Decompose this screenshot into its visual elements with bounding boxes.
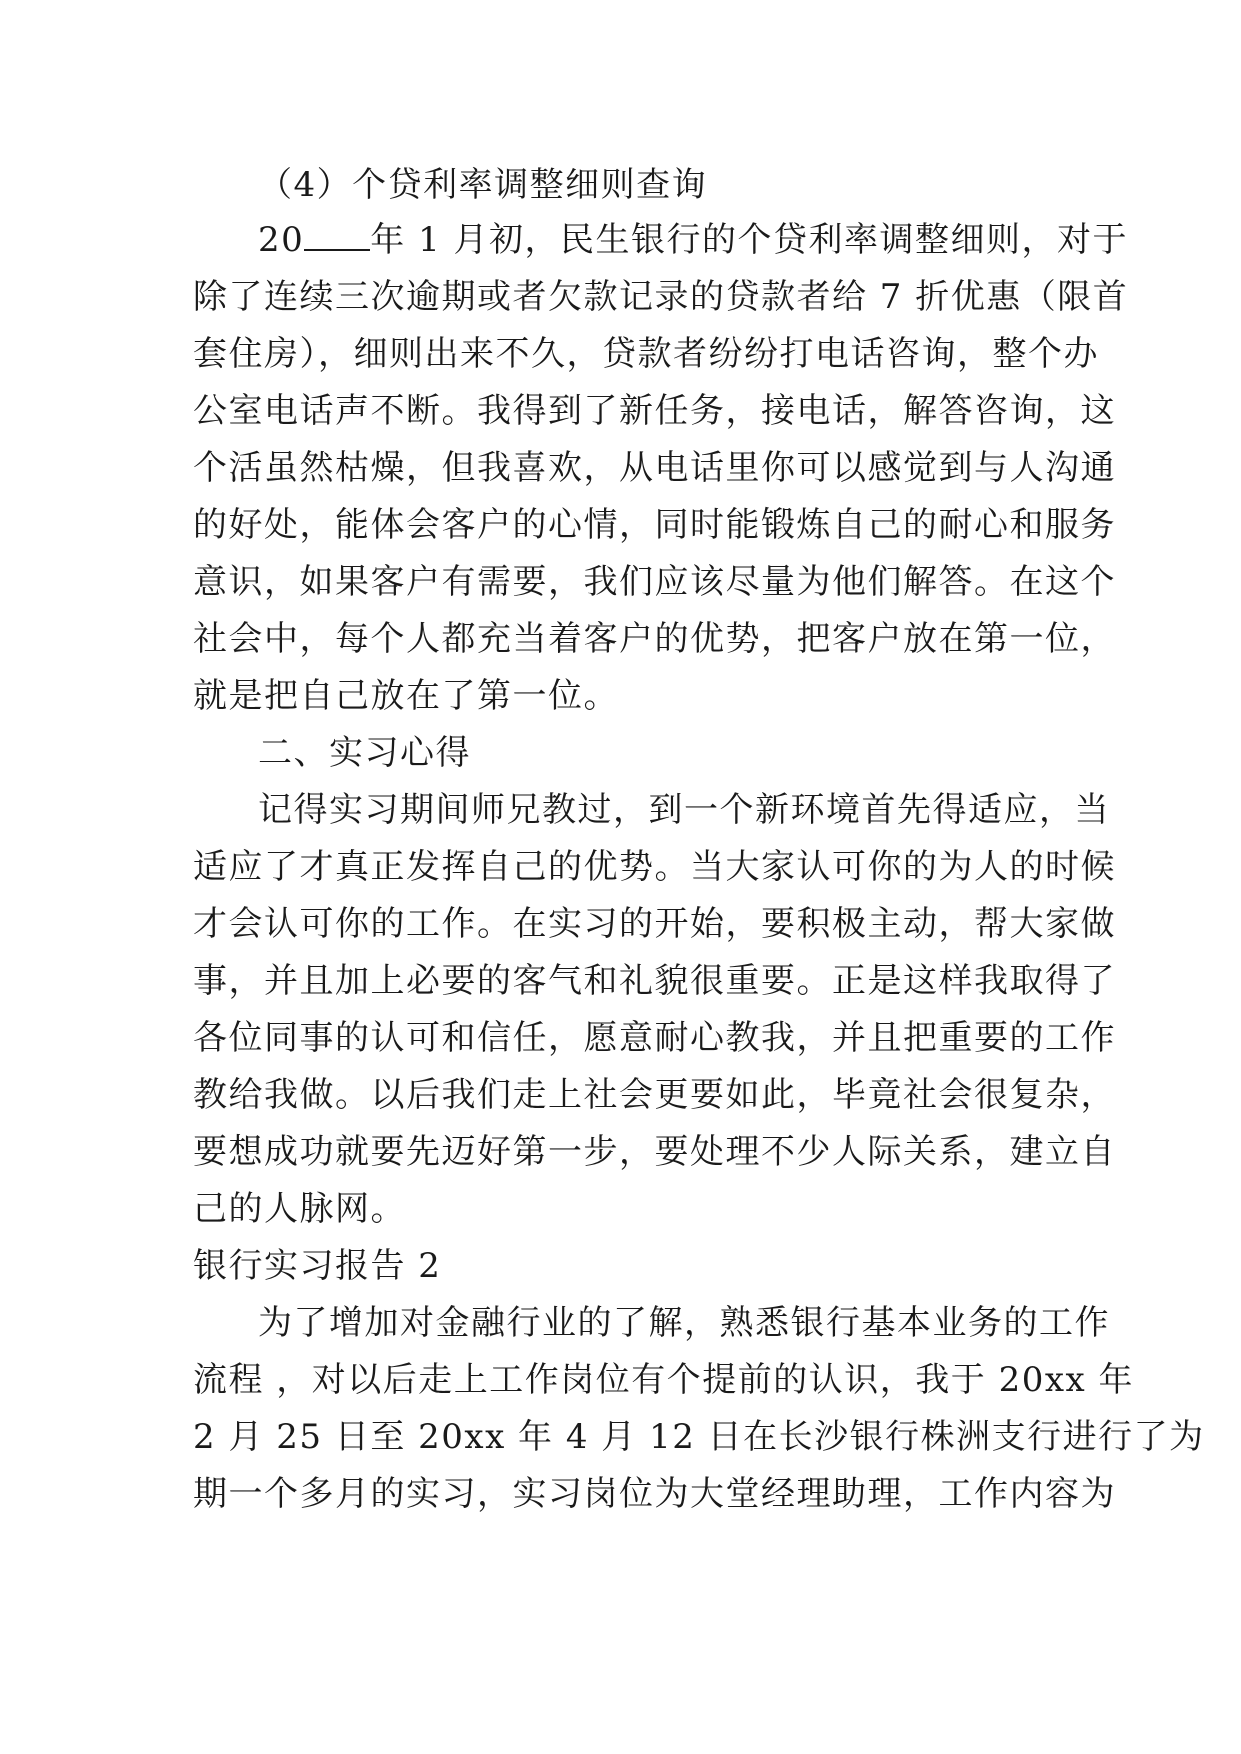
paragraph-line: 要想成功就要先迈好第一步，要处理不少人际关系，建立自: [193, 1132, 1116, 1172]
paragraph-line: 意识，如果客户有需要，我们应该尽量为他们解答。在这个: [193, 562, 1116, 602]
paragraph-line: 各位同事的认可和信任，愿意耐心教我，并且把重要的工作: [193, 1018, 1116, 1058]
paragraph-line: 为了增加对金融行业的了解，熟悉银行基本业务的工作: [258, 1303, 1110, 1343]
paragraph-line: 己的人脉网。: [193, 1189, 406, 1229]
paragraph-line: 才会认可你的工作。在实习的开始，要积极主动，帮大家做: [193, 904, 1116, 944]
paragraph-line: [258, 210, 1138, 270]
year-prefix: 20: [258, 220, 305, 260]
paragraph-line: 事，并且加上必要的客气和礼貌很重要。正是这样我取得了: [193, 961, 1116, 1001]
paragraph-line: 2 月 25 日至 20xx 年 4 月 12 日在长沙银行株洲支行进行了为: [193, 1417, 1205, 1457]
paragraph-line: 适应了才真正发挥自己的优势。当大家认可你的为人的时候: [193, 847, 1116, 887]
paragraph-line: 个活虽然枯燥，但我喜欢，从电话里你可以感觉到与人沟通: [193, 448, 1116, 488]
paragraph-line: 社会中，每个人都充当着客户的优势，把客户放在第一位，: [193, 619, 1116, 659]
paragraph-line: 套住房），细则出来不久，贷款者纷纷打电话咨询，整个办: [193, 334, 1099, 374]
paragraph-line: 教给我做。以后我们走上社会更要如此，毕竟社会很复杂，: [193, 1075, 1116, 1115]
year-blank: [304, 219, 370, 251]
paragraph-line: 记得实习期间师兄教过，到一个新环境首先得适应，当: [258, 790, 1110, 830]
paragraph-line: 就是把自己放在了第一位。: [193, 676, 619, 716]
paragraph-line: 除了连续三次逾期或者欠款记录的贷款者给 7 折优惠（限首: [193, 277, 1129, 317]
paragraph-line: 的好处，能体会客户的心情，同时能锻炼自己的耐心和服务: [193, 505, 1116, 545]
year-suffix: 年 1 月初，民生银行的个贷利率调整细则，对于: [370, 220, 1129, 260]
paragraph-line: 期一个多月的实习，实习岗位为大堂经理助理，工作内容为: [193, 1474, 1116, 1514]
subheading-rate-query: （4）个贷利率调整细则查询: [258, 165, 708, 205]
report-title: 银行实习报告 2: [193, 1246, 442, 1286]
paragraph-line: 公室电话声不断。我得到了新任务，接电话，解答咨询，这: [193, 391, 1116, 431]
section-heading-internship-insights: 二、实习心得: [258, 733, 471, 773]
paragraph-line: 流程 ，对以后走上工作岗位有个提前的认识，我于 20xx 年: [193, 1360, 1135, 1400]
